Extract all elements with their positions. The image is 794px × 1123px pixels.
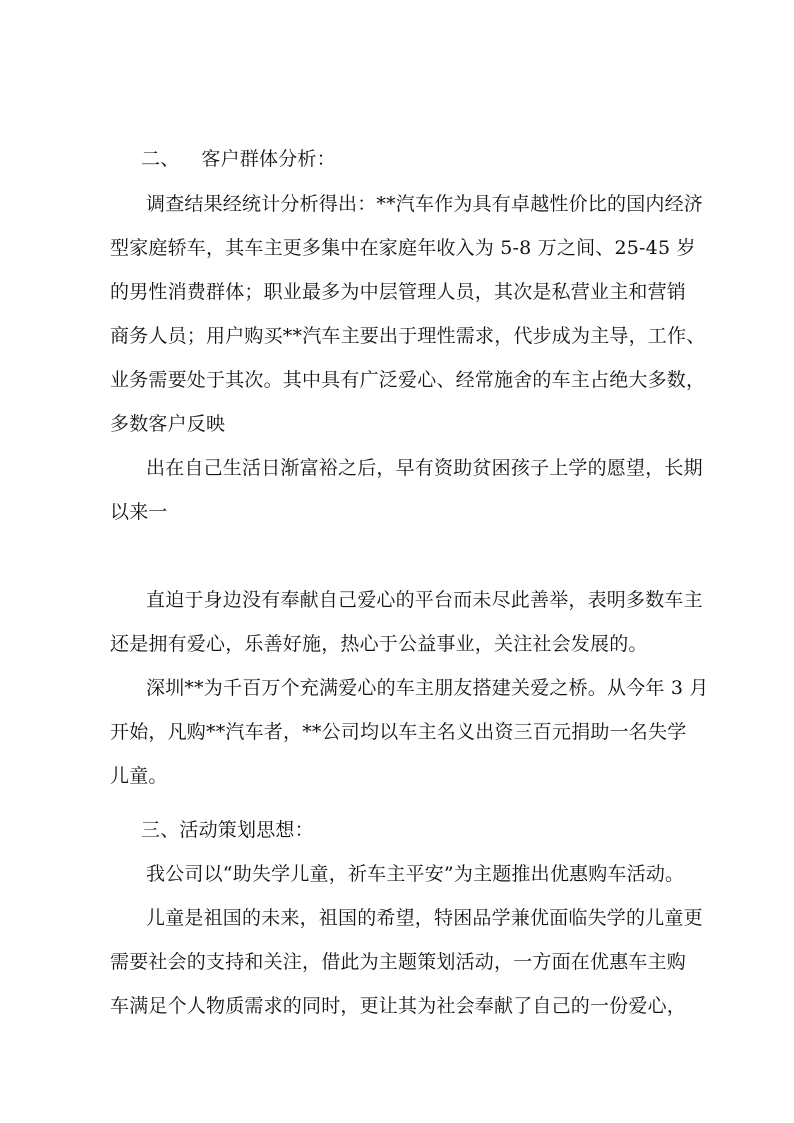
paragraph-line: 需要社会的支持和关注，借此为主题策划活动，一方面在优惠车主购 <box>110 951 687 973</box>
paragraph-line: 儿童是祖国的未来，祖国的希望，特困品学兼优面临失学的儿童更 <box>146 907 703 929</box>
paragraph-line: 深圳**为千百万个充满爱心的车主朋友搭建关爱之桥。从今年 3 月 <box>146 677 709 699</box>
paragraph-line: 车满足个人物质需求的同时，更让其为社会奉献了自己的一份爱心， <box>110 995 687 1017</box>
paragraph-line: 业务需要处于其次。其中具有广泛爱心、经常施舍的车主占绝大多数， <box>110 369 706 391</box>
paragraph-line: 我公司以“助失学儿童，祈车主平安”为主题推出优惠购车活动。 <box>146 863 685 885</box>
paragraph-line: 以来一 <box>110 501 168 523</box>
section-heading-2 <box>141 147 336 171</box>
paragraph-line: 直迫于身边没有奉献自己爱心的平台而未尽此善举，表明多数车主 <box>146 589 703 611</box>
paragraph-line: 还是拥有爱心，乐善好施，热心于公益事业，关注社会发展的。 <box>110 633 648 655</box>
paragraph-line: 出在自己生活日渐富裕之后，早有资助贫困孩子上学的愿望，长期 <box>146 457 703 479</box>
section-heading-2-number: 二、 <box>141 148 180 170</box>
paragraph-line: 的男性消费群体；职业最多为中层管理人员，其次是私营业主和营销 <box>110 281 687 303</box>
paragraph-line: 儿童。 <box>110 765 168 787</box>
paragraph-line: 商务人员；用户购买**汽车主要出于理性需求，代步成为主导，工作、 <box>110 325 706 347</box>
section-heading-3: 三、活动策划思想： <box>141 819 314 841</box>
paragraph-line: 调查结果经统计分析得出：**汽车作为具有卓越性价比的国内经济 <box>146 193 704 215</box>
paragraph-line: 多数客户反映 <box>110 413 226 435</box>
paragraph-line: 型家庭轿车，其车主更多集中在家庭年收入为 5-8 万之间、25-45 岁 <box>110 237 696 259</box>
section-heading-2-title: 客户群体分析： <box>201 148 336 170</box>
paragraph-line: 开始，凡购**汽车者，**公司均以车主名义出资三百元捐助一名失学 <box>110 721 687 743</box>
